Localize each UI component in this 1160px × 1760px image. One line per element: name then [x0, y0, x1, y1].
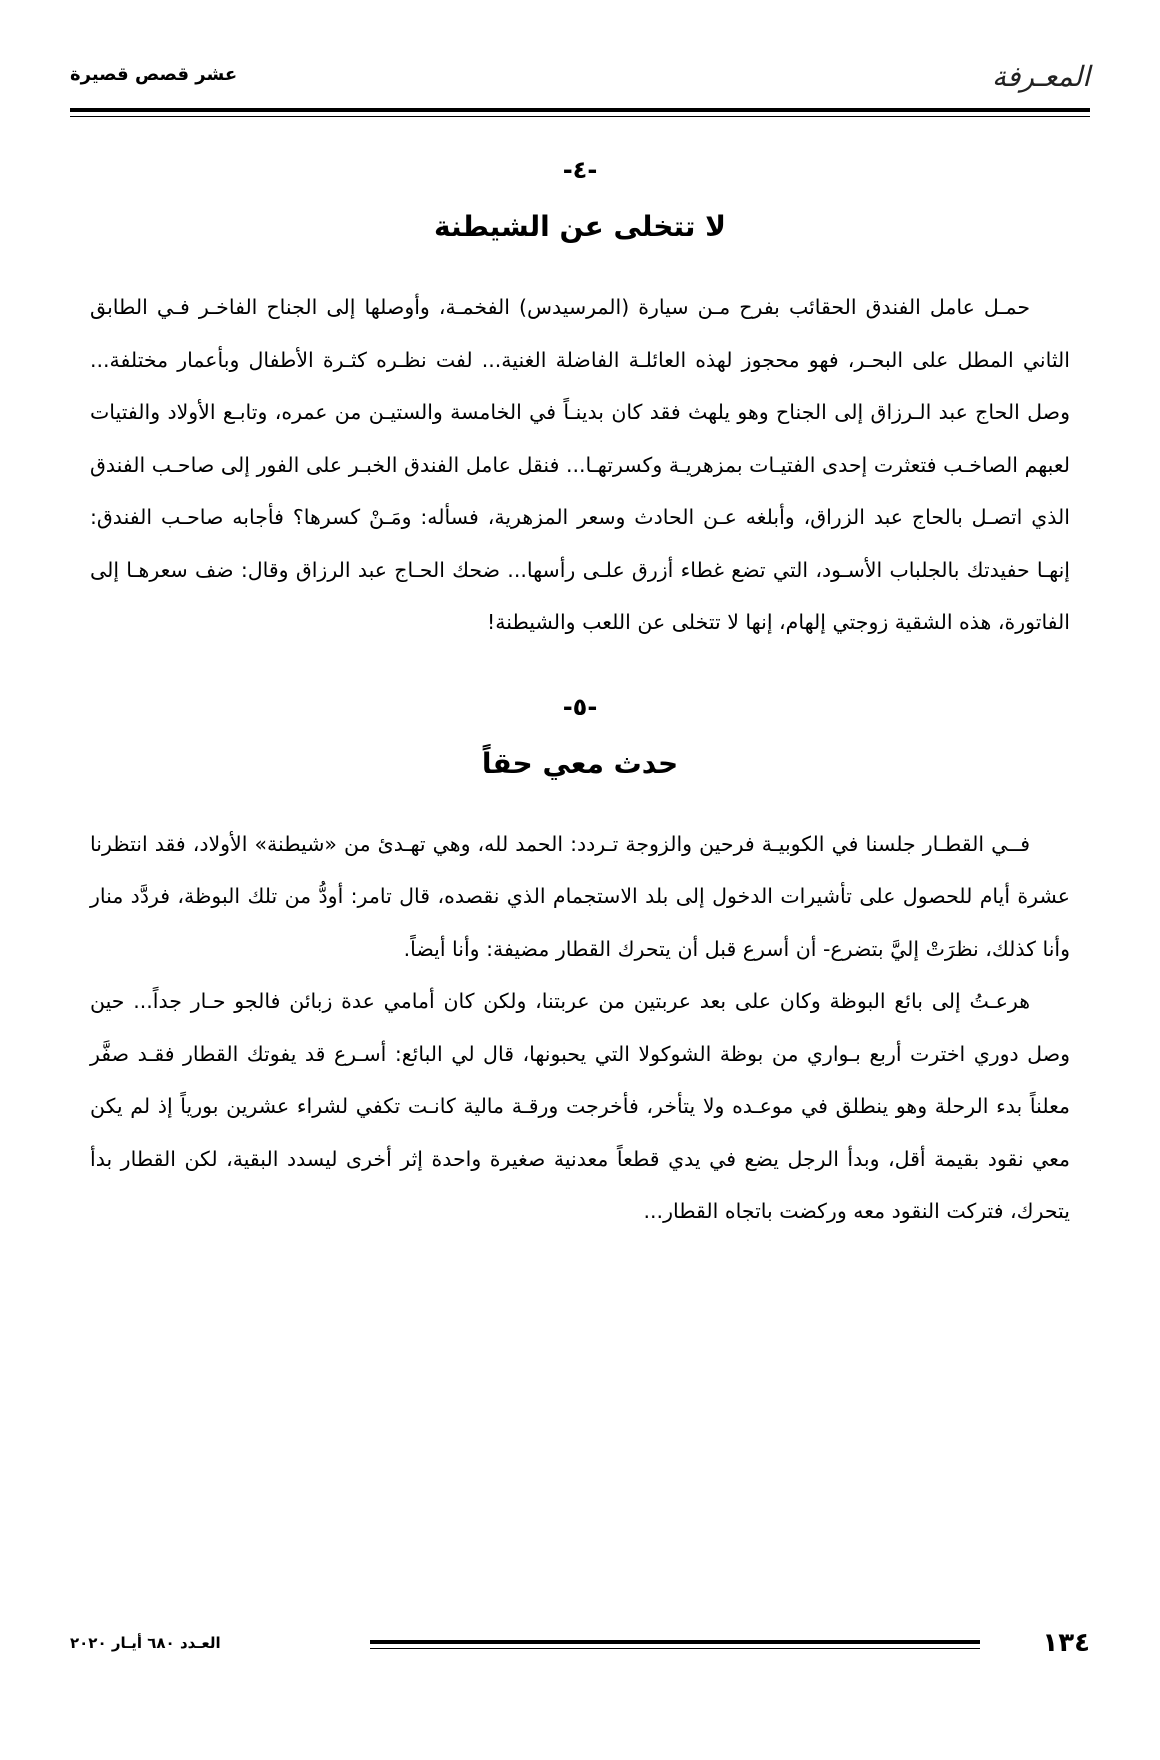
- footer-divider: [370, 1640, 980, 1644]
- story-paragraph: حمـل عامل الفندق الحقائب بفرح مـن سيارة (المرسيدس) الفخمـة، وأوصلها إلى الجناح الفاخـر فـي الطابق الثاني المطل على البحـر، فهو محجوز لهذه العائلـة الفاضلة الغنية... لفت نظـره كثـرة الأطفال وبأعمار مختلفة... وصل الحاج عبد الـرزاق إلى الجناح وهو يلهث فقد كان بدينـاً في الخامسة والستيـن من عمره، وتابـع الأولاد والفتيات لعبهم الصاخـب فتعثرت إحدى الفتيـات بمزهريـة وكسرتهـا... فنقل عامل الفندق الخبـر على الفور إلى صاحـب الفندق الذي اتصـل بالحاج عبد الزراق، وأبلغه عـن الحادث وسعر المزهرية، فسأله: ومَـنْ كسرها؟ فأجابه صاحـب الفندق: إنهـا حفيدتك بالجلباب الأسـود، التي تضع غطاء أزرق علـى رأسها... ضحك الحـاج عبد الرزاق وقال: ضف سعرهـا إلى الفاتورة، هذه الشقية زوجتي إلهام، إنها لا تتخلى عن اللعب والشيطنة!: [90, 295, 1070, 634]
- section-title: حدث معي حقاً: [481, 746, 679, 780]
- page-header: [70, 48, 1090, 104]
- story-paragraph: هرعـتُ إلى بائع البوظة وكان على بعد عربتين من عربتنا، ولكن كان أمامي عدة زبائن فالجو حـار جداً... حين وصل دوري اخترت أربع بـواري من بوظة الشوكولا التي يحبونها، قال لي البائع: أسـرع قد يفوتك القطار فقـد صفَّر معلناً بدء الرحلة وهو ينطلق في موعـده ولا يتأخر، فأخرجت ورقـة مالية كانـت تكفي لشراء عشرين بورياً إذ لم يكن معي نقود بقيمة أقل، وبدأ الرجل يضع في يدي قطعاً معدنية صغيرة واحدة إثر أخرى ليسدد البقية، لكن القطار بدأ يتحرك، فتركت النقود معه وركضت باتجاه القطار...: [90, 989, 1070, 1223]
- page-number: ١٣٤: [1042, 1628, 1090, 1658]
- story-paragraph: فــي القطـار جلسنا في الكوبيـة فرحين والزوجة تـردد: الحمد لله، وهي تهـدئ من «شيطنة» الأولاد، فقد انتظرنا عشرة أيام للحصول على تأشيرات الدخول إلى بلد الاستجمام الذي نقصده، قال تامر: أودُّ من تلك البوظة، فردَّد منار وأنا كذلك، نظرَتْ إليَّ بتضرع- أن أسرع قبل أن يتحرك القطار مضيفة: وأنا أيضاً.: [90, 831, 1070, 961]
- header-divider-thin: [70, 116, 1090, 117]
- section-number: -٥-: [562, 692, 598, 721]
- article-body: [90, 150, 1070, 1238]
- section-title: لا تتخلى عن الشيطنة: [433, 210, 727, 243]
- page-footer: [70, 1628, 1090, 1668]
- footer-divider-thin: [370, 1648, 980, 1649]
- issue-info: العـدد ٦٨٠ أيـار ٢٠٢٠: [70, 1634, 221, 1652]
- book-title: عشر قصص قصيرة: [70, 64, 238, 85]
- header-divider: [70, 108, 1090, 112]
- magazine-logo: المعـرفة: [991, 60, 1090, 93]
- section-number: -٤-: [562, 156, 598, 184]
